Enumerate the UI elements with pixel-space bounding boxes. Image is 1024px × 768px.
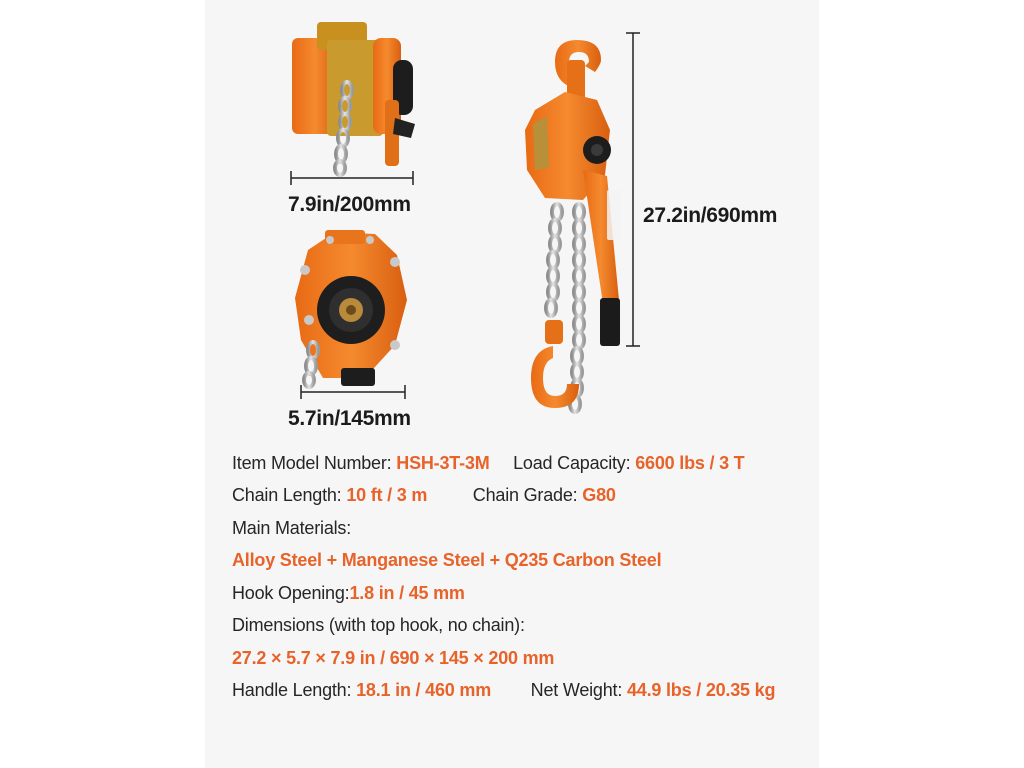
spec-row-materials-label [232, 518, 351, 539]
net-weight-label: Net Weight: [530, 680, 623, 700]
chain-length-value: 10 ft / 3 m [346, 485, 428, 505]
chain-length-label: Chain Length: [232, 485, 342, 505]
hook-opening-label: Hook Opening: [232, 583, 350, 603]
dimensions-value: 27.2 × 5.7 × 7.9 in / 690 × 145 × 200 mm [232, 648, 555, 668]
materials-value: Alloy Steel + Manganese Steel + Q235 Carbon Steel [232, 550, 662, 570]
capacity-label: Load Capacity: [513, 453, 631, 473]
depth-dimension-label: 5.7in/145mm [288, 407, 411, 430]
spec-row-handle-weight [232, 680, 775, 701]
dimensions-label: Dimensions (with top hook, no chain): [232, 615, 525, 635]
chain-grade-label: Chain Grade: [472, 485, 578, 505]
model-value: HSH-3T-3M [396, 453, 490, 473]
width-dimension-label: 7.9in/200mm [288, 193, 411, 216]
side-view-hoist [292, 22, 415, 175]
capacity-value: 6600 lbs / 3 T [635, 453, 745, 473]
product-panel [205, 0, 819, 768]
hook-opening-value: 1.8 in / 45 mm [349, 583, 465, 603]
net-weight-value: 44.9 lbs / 20.35 kg [626, 680, 776, 700]
width-dimension-line [291, 171, 413, 185]
spec-row-materials-value [232, 550, 661, 571]
height-dimension-line [626, 33, 640, 346]
materials-label: Main Materials: [232, 518, 352, 538]
full-view-hoist [525, 40, 621, 412]
handle-length-value: 18.1 in / 460 mm [356, 680, 492, 700]
front-view-hoist [295, 230, 407, 387]
spec-row-model-capacity [232, 453, 744, 474]
depth-dimension-line [301, 385, 405, 399]
spec-row-hook [232, 583, 465, 604]
height-dimension-label: 27.2in/690mm [643, 204, 778, 227]
spec-row-dimensions-value [232, 648, 554, 669]
chain-grade-value: G80 [582, 485, 616, 505]
spec-row-dimensions-label [232, 615, 525, 636]
model-label: Item Model Number: [232, 453, 392, 473]
spec-row-chain [232, 485, 616, 506]
handle-length-label: Handle Length: [232, 680, 352, 700]
